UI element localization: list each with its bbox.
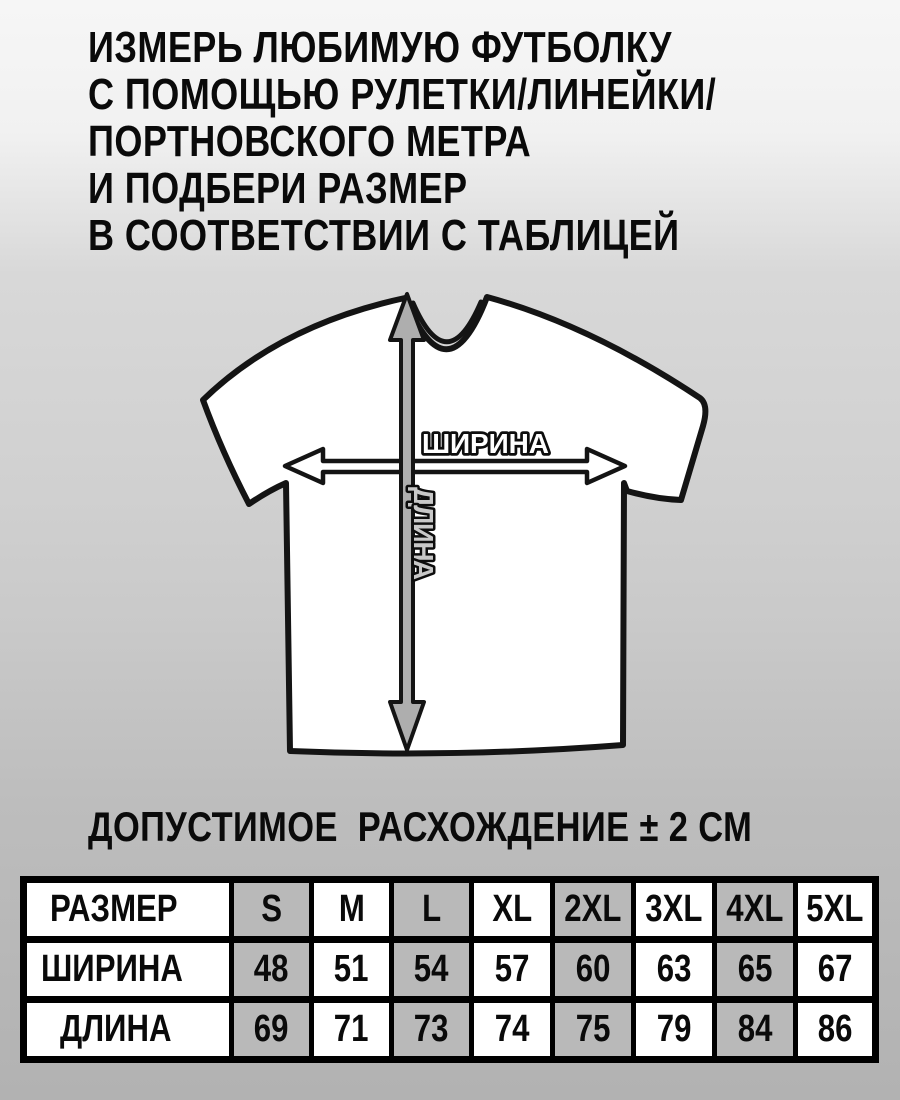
row-label-width: ШИРИНА (24, 940, 232, 1000)
heading-line: В СООТВЕТСТВИИ С ТАБЛИЦЕЙ (88, 211, 680, 260)
width-value-cell: 60 (553, 940, 634, 1000)
size-col-header: M (312, 880, 392, 940)
heading-line: ПОРТНОВСКОГО МЕТРА (88, 117, 532, 166)
length-value-cell: 73 (392, 1000, 472, 1060)
table-row-width (24, 940, 876, 1000)
tshirt-diagram-svg (170, 280, 730, 780)
width-value-cell: 54 (392, 940, 472, 1000)
width-value-cell: 57 (472, 940, 553, 1000)
row-label-length: ДЛИНА (24, 1000, 232, 1060)
length-value-cell: 84 (715, 1000, 796, 1060)
length-value-cell: 74 (472, 1000, 553, 1060)
heading-line: И ПОДБЕРИ РАЗМЕР (88, 164, 468, 213)
length-value-cell: 79 (634, 1000, 715, 1060)
tolerance-note: ДОПУСТИМОЕ РАСХОЖДЕНИЕ ± 2 СМ (88, 803, 753, 850)
instruction-heading (88, 24, 716, 259)
length-arrow-label: ДЛИНА (408, 487, 439, 581)
table-row-length (24, 1000, 876, 1060)
width-value-cell: 51 (312, 940, 392, 1000)
length-value-cell: 71 (312, 1000, 392, 1060)
length-value-cell: 75 (553, 1000, 634, 1060)
size-col-header: XL (472, 880, 553, 940)
length-value-cell: 69 (232, 1000, 312, 1060)
size-col-header: 5XL (796, 880, 876, 940)
width-arrow-label: ШИРИНА (422, 428, 550, 459)
size-col-header: L (392, 880, 472, 940)
heading-line: ИЗМЕРЬ ЛЮБИМУЮ ФУТБОЛКУ (88, 23, 672, 72)
size-table (20, 876, 879, 1063)
width-value-cell: 63 (634, 940, 715, 1000)
heading-line: С ПОМОЩЬЮ РУЛЕТКИ/ЛИНЕЙКИ/ (88, 70, 717, 119)
width-value-cell: 48 (232, 940, 312, 1000)
width-value-cell: 67 (796, 940, 876, 1000)
tshirt-outline (203, 297, 705, 753)
size-col-header: S (232, 880, 312, 940)
length-value-cell: 86 (796, 1000, 876, 1060)
width-value-cell: 65 (715, 940, 796, 1000)
table-row-sizes (24, 880, 876, 940)
tshirt-measurement-diagram (170, 280, 730, 780)
size-col-header: 2XL (553, 880, 634, 940)
size-table-corner-cell: РАЗМЕР (24, 880, 232, 940)
size-col-header: 3XL (634, 880, 715, 940)
size-col-header: 4XL (715, 880, 796, 940)
